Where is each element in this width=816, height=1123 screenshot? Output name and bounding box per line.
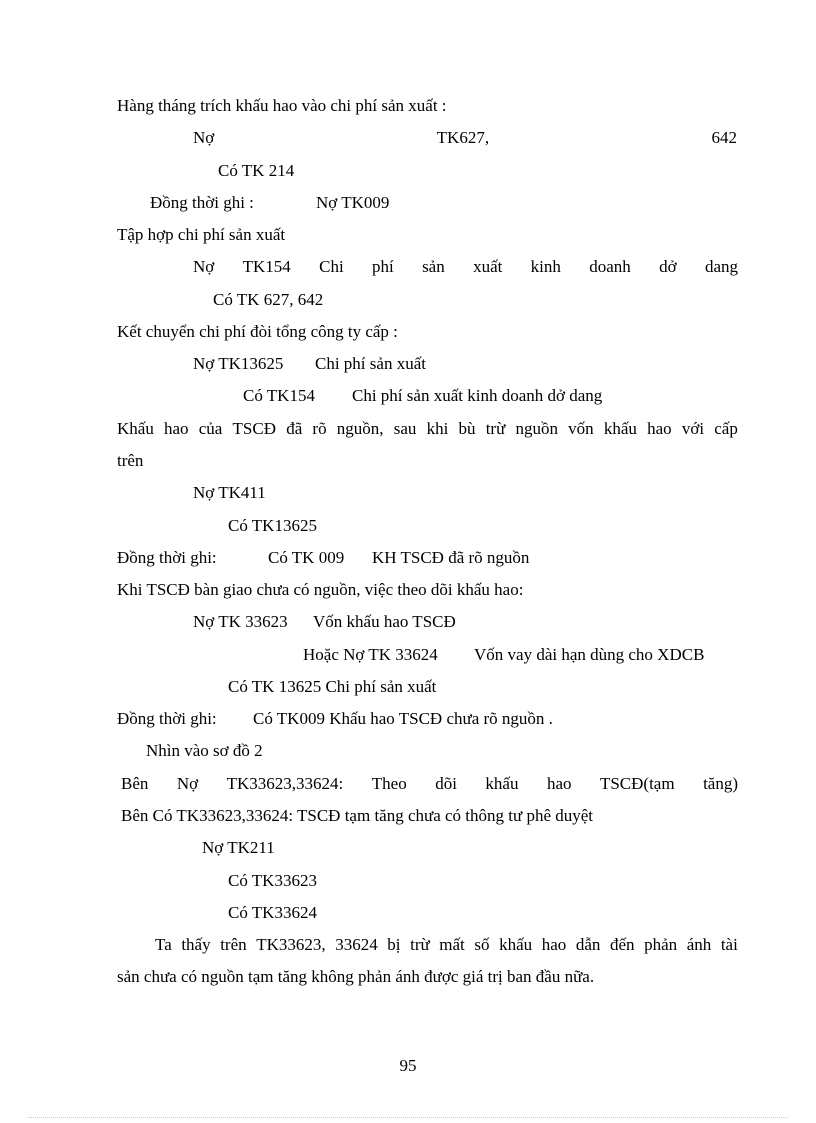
word: khấu bbox=[485, 774, 519, 793]
text-line: Có TK 627, 642 bbox=[213, 290, 324, 309]
justified-line bbox=[155, 935, 738, 955]
word: tăng) bbox=[703, 774, 738, 793]
text-line: Nhìn vào sơ đồ 2 bbox=[146, 741, 263, 760]
word: Chi bbox=[319, 257, 344, 276]
text-line: Có TK33624 bbox=[228, 903, 317, 922]
word: trừ bbox=[485, 419, 506, 438]
text-line: Có TK 13625 Chi phí sản xuất bbox=[228, 677, 437, 696]
word: tài bbox=[720, 935, 738, 954]
word: dở bbox=[659, 257, 677, 276]
word: khi bbox=[426, 419, 449, 438]
text-line: trên bbox=[117, 451, 144, 470]
text-line: KH TSCĐ đã rõ nguồn bbox=[372, 548, 530, 567]
text-line: Chi phí sản xuất kinh doanh dở dang bbox=[352, 386, 603, 405]
word: phản bbox=[644, 935, 678, 954]
word: trừ bbox=[410, 935, 430, 954]
word: khấu bbox=[499, 935, 533, 954]
word: cấp bbox=[714, 419, 738, 438]
word: dõi bbox=[435, 774, 457, 793]
word: TSCĐ(tạm bbox=[599, 774, 675, 793]
word: đến bbox=[609, 935, 635, 954]
text-line: Có TK009 Khấu hao TSCĐ chưa rõ nguồn . bbox=[253, 709, 553, 728]
word: Bên bbox=[121, 774, 149, 793]
text-line: Vốn khấu hao TSCĐ bbox=[313, 612, 456, 631]
word: xuất bbox=[473, 257, 503, 276]
word: Khấu bbox=[117, 419, 154, 438]
word: khấu bbox=[603, 419, 637, 438]
word: 642 bbox=[711, 128, 737, 147]
word: nguồn, bbox=[336, 419, 384, 438]
page-bottom-divider bbox=[28, 1117, 788, 1118]
text-line: Chi phí sản xuất bbox=[315, 354, 426, 373]
justified-line bbox=[193, 257, 738, 277]
text-line: Nợ TK13625 bbox=[193, 354, 284, 373]
text-line: Bên Có TK33623,33624: TSCĐ tạm tăng chưa có thông tư phê duyệt bbox=[121, 806, 594, 825]
word: của bbox=[198, 419, 223, 438]
word: dang bbox=[704, 257, 738, 276]
word: doanh bbox=[589, 257, 631, 276]
word: TK154 bbox=[242, 257, 291, 276]
word: TK33623,33624: bbox=[226, 774, 344, 793]
word: trên bbox=[220, 935, 247, 954]
text-line: Có TK 009 bbox=[268, 548, 345, 567]
text-line: Có TK154 bbox=[243, 386, 315, 405]
word: Theo bbox=[371, 774, 407, 793]
word: TK33623, bbox=[256, 935, 326, 954]
text-line: Đồng thời ghi: bbox=[117, 709, 217, 728]
justified-line bbox=[121, 774, 738, 794]
text-line: Có TK 214 bbox=[218, 161, 295, 180]
text-line: Hàng tháng trích khấu hao vào chi phí sản xuất : bbox=[117, 96, 447, 115]
text-line: Khi TSCĐ bàn giao chưa có nguồn, việc theo dõi khấu hao: bbox=[117, 580, 524, 599]
word: hao bbox=[546, 774, 572, 793]
word: bù bbox=[458, 419, 476, 438]
text-line: Đồng thời ghi: bbox=[117, 548, 217, 567]
word: Nợ bbox=[193, 128, 215, 147]
word: Nợ bbox=[193, 257, 215, 276]
text-line: Nợ TK211 bbox=[202, 838, 275, 857]
word: hao bbox=[541, 935, 567, 954]
word: với bbox=[681, 419, 705, 438]
text-line: Có TK13625 bbox=[228, 516, 317, 535]
word: bị bbox=[387, 935, 401, 954]
word: TSCĐ bbox=[232, 419, 276, 438]
text-line: Nợ TK411 bbox=[193, 483, 266, 502]
word: hao bbox=[647, 419, 672, 438]
text-line: Vốn vay dài hạn dùng cho XDCB bbox=[474, 645, 705, 664]
text-line: Hoặc Nợ TK 33624 bbox=[303, 645, 438, 664]
word: ánh bbox=[686, 935, 712, 954]
text-line: Đồng thời ghi : bbox=[150, 193, 254, 212]
text-line: Kết chuyển chi phí đòi tổng công ty cấp : bbox=[117, 322, 398, 341]
justified-line bbox=[193, 128, 737, 148]
word: vốn bbox=[568, 419, 594, 438]
word: đã bbox=[286, 419, 303, 438]
word: rõ bbox=[312, 419, 327, 438]
word: nguồn bbox=[515, 419, 558, 438]
word: TK627, bbox=[436, 128, 490, 147]
word: dẫn bbox=[575, 935, 601, 954]
word: sau bbox=[393, 419, 417, 438]
word: hao bbox=[164, 419, 189, 438]
justified-line bbox=[117, 419, 738, 439]
text-line: Nợ TK 33623 bbox=[193, 612, 288, 631]
word: số bbox=[474, 935, 490, 954]
word: Ta bbox=[155, 935, 172, 954]
word: thấy bbox=[181, 935, 211, 954]
word: phí bbox=[372, 257, 394, 276]
word: 33624 bbox=[335, 935, 378, 954]
text-line: Có TK33623 bbox=[228, 871, 317, 890]
word: kinh bbox=[530, 257, 561, 276]
word: mất bbox=[439, 935, 465, 954]
text-line: Nợ TK009 bbox=[316, 193, 390, 212]
word: Nợ bbox=[176, 774, 199, 793]
text-line: sản chưa có nguồn tạm tăng không phản ánh được giá trị ban đầu nữa. bbox=[117, 967, 595, 986]
word: sản bbox=[422, 257, 445, 276]
page-number: 95 bbox=[399, 1056, 417, 1075]
text-line: Tập hợp chi phí sản xuất bbox=[117, 225, 286, 244]
